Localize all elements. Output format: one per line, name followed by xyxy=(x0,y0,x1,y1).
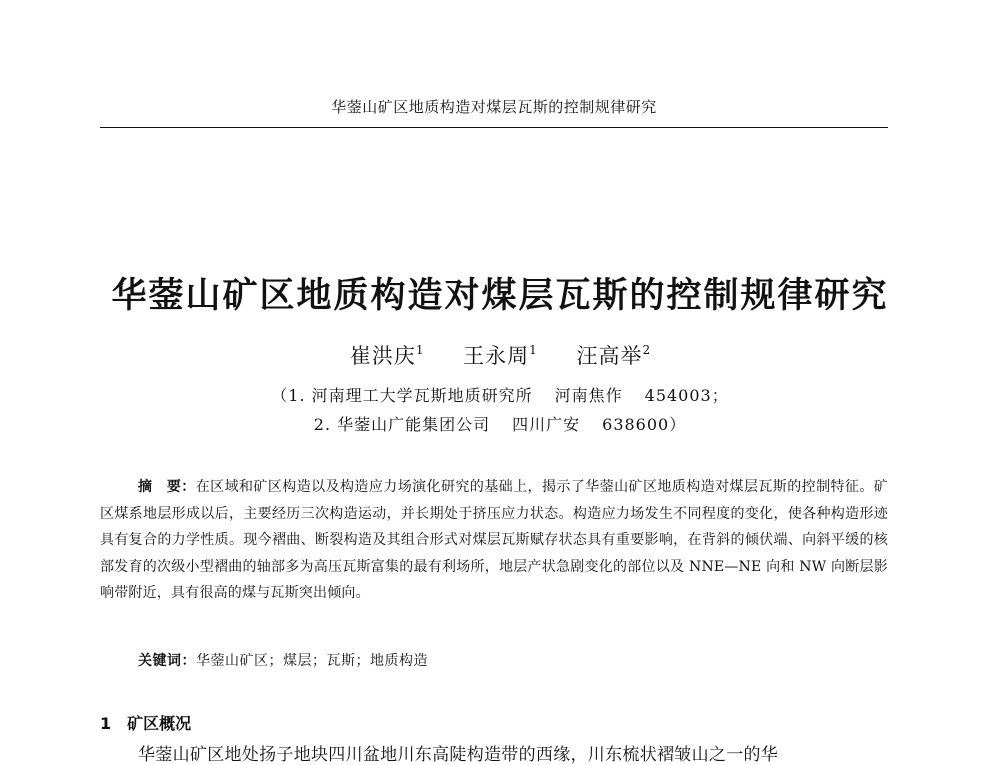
affiliation-2 xyxy=(0,412,1000,435)
section-heading xyxy=(100,711,191,734)
author-affil-mark: 1 xyxy=(529,343,537,357)
affiliation-postcode: 638600） xyxy=(602,415,687,434)
author-affil-mark: 2 xyxy=(642,343,651,357)
author-affil-mark: 1 xyxy=(415,343,424,357)
author-name: 崔洪庆 xyxy=(349,344,416,368)
keywords-label: 关键词： xyxy=(138,653,196,669)
section-title: 矿区概况 xyxy=(127,714,192,733)
affiliation-postcode: 454003； xyxy=(644,386,729,405)
author-2 xyxy=(463,344,537,368)
abstract-text: 在区域和矿区构造以及构造应力场演化研究的基础上，揭示了华蓥山矿区地质构造对煤层瓦斯的控制特征。矿区煤系地层形成以后，主要经历三次构造运动，并长期处于挤压应力状态。构造应力场发生不同程度的变化，使各种构造形迹具有复合的力学性质。现今褶曲、断裂构造及其组合形式对煤层瓦斯赋存状态具有重要影响，在背斜的倾伏端、向斜平缓的核部发育的次级小型褶曲的轴部多为高压瓦斯富集的最有利场所，地层产状急剧变化的部位以及 NNE—NE 向和 NW 向断层影响带附近，具有很高的煤与瓦斯突出倾向。 xyxy=(100,479,888,601)
header-rule xyxy=(100,127,888,128)
keywords-text: 华蓥山矿区；煤层；瓦斯；地质构造 xyxy=(196,653,428,669)
running-header: 华蓥山矿区地质构造对煤层瓦斯的控制规律研究 xyxy=(331,98,657,116)
author-1 xyxy=(350,344,424,368)
affiliation-institution: （1. 河南理工大学瓦斯地质研究所 xyxy=(271,386,533,405)
affiliation-city: 四川广安 xyxy=(512,415,581,434)
abstract-label: 摘 要： xyxy=(138,479,196,495)
author-list xyxy=(0,340,1000,370)
paper-title: 华蓥山矿区地质构造对煤层瓦斯的控制规律研究 xyxy=(111,276,889,316)
affiliation-1 xyxy=(0,383,1000,406)
affiliation-institution: 2. 华蓥山广能集团公司 xyxy=(313,415,491,434)
section-number: 1 xyxy=(100,714,112,733)
keywords xyxy=(138,650,428,670)
body-paragraph: 华蓥山矿区地处扬子地块四川盆地川东高陡构造带的西缘，川东梳状褶皱山之一的华 xyxy=(138,745,779,765)
author-3 xyxy=(577,344,651,368)
author-name: 汪高举 xyxy=(576,344,643,368)
author-name: 王永周 xyxy=(463,344,530,368)
abstract xyxy=(100,474,888,607)
affiliation-city: 河南焦作 xyxy=(554,386,623,405)
